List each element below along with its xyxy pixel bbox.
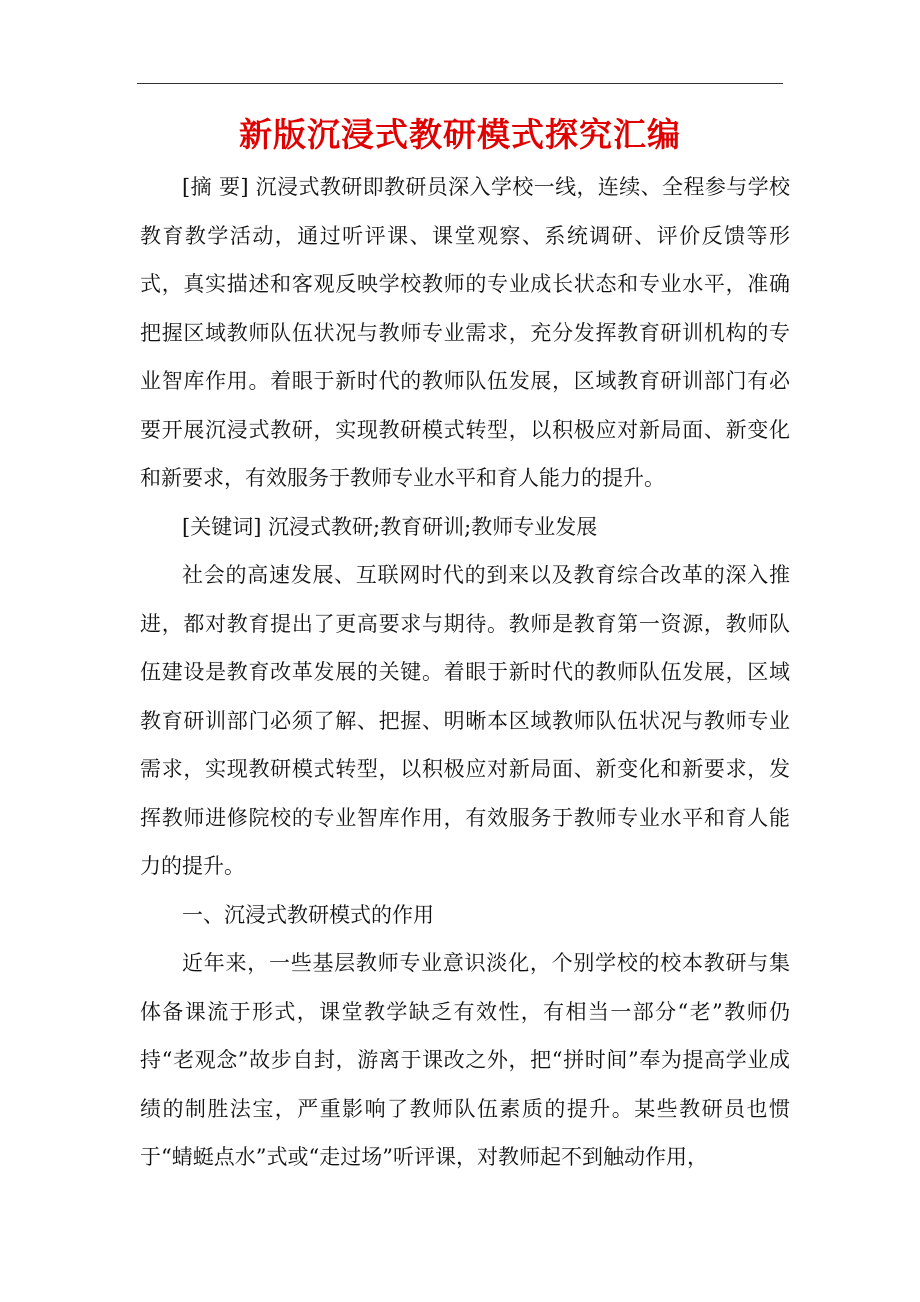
document-title: 新版沉浸式教研模式探究汇编 — [239, 115, 681, 154]
intro-paragraph: 社会的高速发展、互联网时代的到来以及教育综合改革的深入推进，都对教育提出了更高要求与期待。教师是教育第一资源，教师队伍建设是教育改革发展的关键。着眼于新时代的教师队伍发展，区域教育研训部门必须了解、把握、明晰本区域教师队伍状况与教师专业需求，实现教研模式转型，以积极应对新局面、新变化和新要求，发挥教师进修院校的专业智库作用，有效服务于教师专业水平和育人能力的提升。 — [140, 563, 790, 878]
keywords-paragraph: [关键词] 沉浸式教研;教育研训;教师专业发展 — [182, 514, 598, 539]
section-heading: 一、沉浸式教研模式的作用 — [182, 902, 434, 927]
document-body — [140, 163, 790, 1182]
header-rule — [137, 83, 783, 84]
abstract-paragraph: [摘 要] 沉浸式教研即教研员深入学校一线，连续、全程参与学校教育教学活动，通过听评课、课堂观察、系统调研、评价反馈等形式，真实描述和客观反映学校教师的专业成长状态和专业水平，准确把握区域教师队伍状况与教师专业需求，充分发挥教育研训机构的专业智库作用。着眼于新时代的教师队伍发展，区域教育研训部门有必要开展沉浸式教研，实现教研模式转型，以积极应对新局面、新变化和新要求，有效服务于教师专业水平和育人能力的提升。 — [140, 175, 790, 490]
section-paragraph: 近年来，一些基层教师专业意识淡化，个别学校的校本教研与集体备课流于形式，课堂教学缺乏有效性，有相当一部分“老”教师仍持“老观念”故步自封，游离于课改之外，把“拼时间”奉为提高学业成绩的制胜法宝，严重影响了教师队伍素质的提升。某些教研员也惯于“蜻蜓点水”式或“走过场”听评课，对教师起不到触动作用， — [140, 951, 790, 1169]
